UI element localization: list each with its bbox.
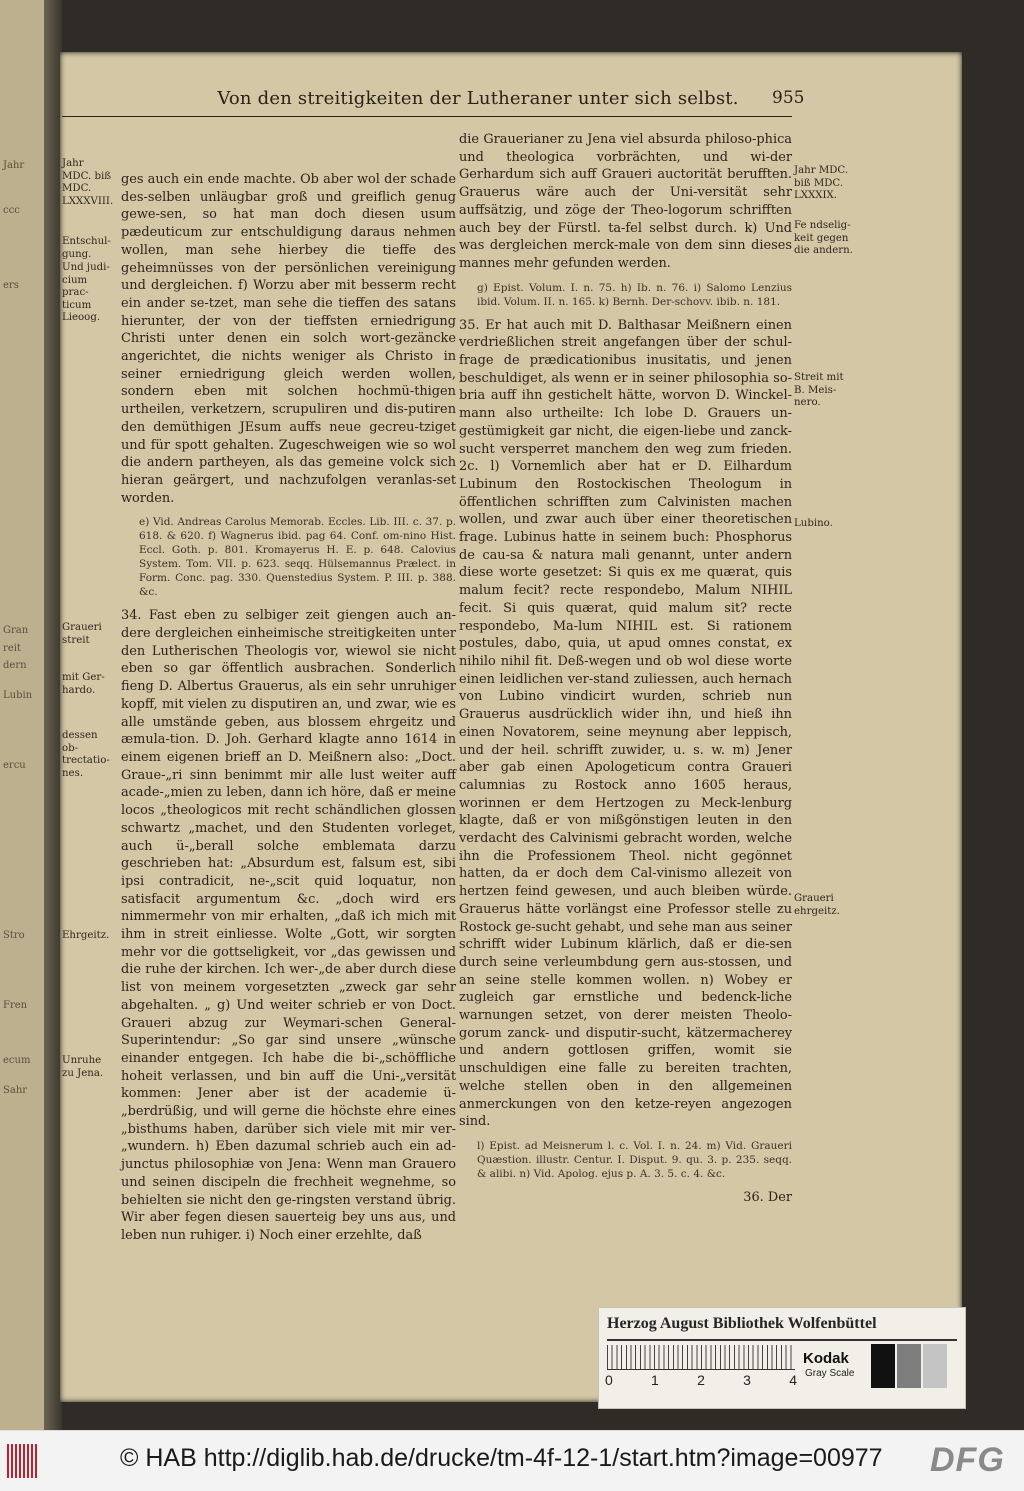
footnotes: g) Epist. Volum. I. n. 75. h) Ib. n. 76. i) Salomo Lenzius ibid. Volum. II. n. 165. k) Bernh. Der-schovv. ibib. n. 181. [477, 281, 792, 308]
catchword: 36. Der [743, 1189, 792, 1205]
library-stamp [598, 1307, 966, 1409]
footnotes: e) Vid. Andreas Carolus Memorab. Eccles. Lib. III. c. 37. p. 618. & 620. f) Wagnerus ibid. pag 64. Conf. om-nino Hist. Eccl. Goth. p. 801. Kromayerus H. E. p. 648. Calovius System. Tom. VII. p. 623. seqq. Hülsemannus Prælect. in Form. Conc. pag. 330. Quenstedius System. P. III. p. 388. &c. [139, 516, 456, 599]
margin-note-left: Ehrgeitz. [62, 930, 110, 941]
paragraph: ges auch ein ende machte. Ob aber wol der schade des-selben unläugbar groß und greiflich genug gewe-sen, so hat man doch diesen usum pædeuticum zur entschuldigung daraus nehmen wollen, man sehe hierbey die tieffe des geheimnüsses von der persönlichen vereinigung und dergleichen. f) Worzu aber mit besserm recht ein ander se-tzet, man sehe die tieffen des satans hierunter, der von der tieffsten erniedrigung Christi unter denen ein solch wort-gezäncke angerichtet, die nichts weniger als Christo in seiner erniedrigung gleich werden wollen, sondern eben mit solchen hochmü-thigen urtheilen, verketzern, scrupuliren und dis-putiren den demüthigen JEsum auffs neue gecreu-tziget und für spott gehalten. Zugeschweigen wie so wol die andern partheyen, als das gemeine volck sich hieran geärgert, und nachzufolgen veranlas-set worden. [121, 172, 456, 506]
gray-patch [897, 1344, 921, 1388]
scale-ruler [607, 1345, 795, 1370]
header-rule [62, 116, 792, 117]
paragraph: 34. Fast eben zu selbiger zeit giengen auch an-dere dergleichen einheimische streitigkeiten unter den Lutherischen Theologis vor, wiewol sie nicht eben so gar öffentlich ausbrachen. Sonderlich fieng D. Albertus Grauerus, als ein sehr unruhiger kopff, mit vielen zu disputiren an, und zwar, wie es alle umstände geben, aus blossem ehrgeitz und æmula-tion. D. Joh. Gerhard klagte anno 1614 in einem eigenen brieff an D. Meißnern also: „Doct. Graue-„ri sinn benimmt mir alle lust weiter auff acade-„mien zu leben, dann ich höre, daß er meine locos „theologicos mit recht schändlichen glossen schwartz „machet, und den Studenten vorleget, auch ü-„berall solche emblemata darzu geschrieben hat: „Absurdum est, falsum est, sibi ipsi contradicit, ne-„scit quid loquatur, non satisfacit argumentum &c. „doch wird ers nimmermehr von mir erhalten, „daß ich mich mit ihm in streit einliesse. Wolte „Gott, wir sorgten mehr vor die gottseligkeit, vor „das gewissen und die ruhe der kirchen. Ich wer-„de aber durch diese list von meinem vorgesetzten „zweck gar sehr abgehalten. „ g) Und weiter schrieb er von Doct. Graueri abzug zur Weymari-schen General-Superintendur: „So gar sind unsere „wünsche einander entgegen. Ich habe die bi-„schöffliche hoheit verlassen, und bin auff die Uni-„versität kommen: Jener aber ist der academie ü-„berdrüßig, und will gerne die höchste ehre eines „bisthums haben, darüber sich viele mit mir ver-„wundern. h) Eben dazumal schrieb auch ein ad-junctus philosophiæ von Jena: Wenn man Grauero und seinen discipeln die frechheit wegnehme, so behielten sie nicht den ge-ringsten verstand übrig. Wir aber fegen diesen sauerteig bey uns aus, und leben nun ruhiger. i) Noch einer erzehlte, daß [121, 608, 456, 1243]
prev-page-fragment: Jahr [3, 160, 25, 171]
ruler-numbers [605, 1372, 797, 1388]
prev-page-fragment: Fren [3, 1000, 28, 1011]
prev-page-fragment: Sahr [3, 1085, 28, 1096]
footnotes: l) Epist. ad Meisnerum l. c. Vol. I. n. 24. m) Vid. Graueri Quæstion. illustr. Centur. I. Disput. 9. qu. 3. p. 235. seqq. & alibi. n) Vid. Apolog. ejus p. A. 3. 5. c. 4. &c. [477, 1139, 792, 1180]
margin-note-right: Fe ndselig-keit gegen die andern. [794, 220, 853, 257]
hab-barcode-icon [7, 1444, 39, 1478]
prev-page-fragment: Stro [3, 930, 25, 941]
margin-note-right: Lubino. [794, 518, 833, 529]
ruler-number: 1 [651, 1372, 659, 1388]
gray-scale-label: Gray Scale [805, 1368, 855, 1379]
margin-note-left: mit Ger-hardo. [62, 672, 105, 696]
dfg-logo: DFG [930, 1441, 1005, 1479]
page-number: 955 [772, 88, 805, 108]
gray-patch [923, 1344, 947, 1388]
prev-page-fragment: Lubin [3, 690, 33, 701]
margin-note-left: Unruhe zu Jena. [62, 1055, 104, 1079]
margin-note-left: Graueri streit [62, 622, 102, 646]
margin-note-right: Streit mit B. Meis-nero. [794, 372, 844, 409]
gray-patch [871, 1344, 895, 1388]
text-column-left [121, 171, 456, 1245]
stamp-divider [607, 1339, 957, 1341]
prev-page-fragment: Gran [3, 625, 29, 636]
margin-note-right: Graueri ehrgeitz. [794, 893, 840, 917]
margin-note-left: Jahr MDC. biß MDC. LXXXVIII. [62, 158, 114, 207]
prev-page-fragment: reit [3, 643, 21, 654]
margin-note-left: Entschul-gung. [62, 236, 111, 260]
margin-note-left: Und judi-cium prac-ticum Lieoog. [62, 262, 110, 324]
paragraph: die Grauerianer zu Jena viel absurda philoso-phica und theologica vorbrächten, und wi-der Gerhardum sich auff Graueri auctorität berufften. Grauerus wäre auch der Uni-versität sehr auffsätzig, und zöge der Theo-logorum schrifften auch bey der Fürstl. ta-fel selbst durch. k) Und was dergleichen merck-male von dem sinn dieses mannes mehr gefunden werden. [459, 132, 792, 271]
running-header: Von den streitigkeiten der Lutheraner unter sich selbst. [217, 88, 739, 109]
paragraph: 35. Er hat auch mit D. Balthasar Meißnern einen verdrießlichen streit angefangen über der schul-frage de prædicationibus inusitatis, und jenen beschuldiget, als wenn er in seiner philosophia so-bria auff ihn gestichelt hätte, worvon D. Winckel-mann also urtheilte: Ich lobe D. Grauers un-gestümigkeit gar nicht, die eigen-liebe und zanck-sucht versperret manchem den weg zum frieden. 2c. l) Vornemlich aber hat er D. Eilhardum Lubinum den Rostockischen Theologum in öffentlichen schrifften zum Calvinisten machen wollen, und zwar auch über einer theoretischen frage. Lubinus hatte in seinem buch: Phosphorus de cau-sa & natura mali genannt, unter andern diese worte gesetzet: Si quis ex me quærat, quis malum fecit? recte respondebo, Malum NIHIL fecit. Si quis quærat, quid malum sit? recte respondebo, Ma-lum NIHIL est. Si rationem postules, dabo, quia, ut apud omnes constat, ex nihilo nihil fit. Deß-wegen und ob wol diese worte einen leidlichen ver-stand zuliessen, auch hernach von Lubino vindicirt wurden, schrieb nun Grauerus ausdrücklich wider ihn, und hieß ihn einen Novatorem, seine meynung aber leppisch, und der heil. schrifft zuwider, u. s. w. m) Jener aber gab einen Apologeticum contra Graueri calumnias zu Rostock anno 1605 heraus, worinnen er dem Hertzogen zu Meck-lenburg klagte, daß er von mißgönstigen leuten in den verdacht des Calvinismi gebracht worden, welche ihn die Professionem Theol. nicht gegönnet hatten, da er doch dem Cal-vinismo allezeit von hertzen feind gewesen, und auch bleiben würde. Grauerus hätte vorlängst eine Professor stelle zu Rostock ge-sucht gehabt, und sehe man aus seiner schrifft wider Lubinum klärlich, daß er die-sen durch seine verleumbdung gern aus-stossen, und an seine stelle kommen wollen. n) Wobey er zugleich gar ernstliche und bedenck-liche warnungen setzet, von derer meisten Theolo-gorum zanck- und disputir-sucht, kätzermacherey und andern gottlosen griffen, womit sie unschuldigen eine falle zu bereiten trachten, welche stellen oben in den allgemeinen anmerckungen von den ketze-reyen angezogen sind. [459, 317, 792, 1130]
kodak-logo: Kodak [803, 1350, 849, 1367]
prev-page-fragment: ccc [3, 205, 20, 216]
library-name: Herzog August Bibliothek Wolfenbüttel [607, 1315, 877, 1332]
previous-page-edge [0, 0, 48, 1430]
prev-page-fragment: ercu [3, 760, 26, 771]
margin-note-right: Jahr MDC. biß MDC. LXXXIX. [794, 165, 849, 202]
copyright-url[interactable]: © HAB http://diglib.hab.de/drucke/tm-4f-12-1/start.htm?image=00977 [120, 1444, 883, 1472]
ruler-number: 0 [605, 1372, 613, 1388]
prev-page-fragment: dern [3, 660, 27, 671]
text-column-right [459, 131, 792, 1207]
prev-page-fragment: ers [3, 280, 19, 291]
footer-bar [0, 1430, 1024, 1491]
ruler-number: 4 [789, 1372, 797, 1388]
ruler-number: 2 [697, 1372, 705, 1388]
margin-note-left: dessen ob-trectatio-nes. [62, 730, 110, 779]
ruler-number: 3 [743, 1372, 751, 1388]
prev-page-fragment: ecum [3, 1055, 31, 1066]
